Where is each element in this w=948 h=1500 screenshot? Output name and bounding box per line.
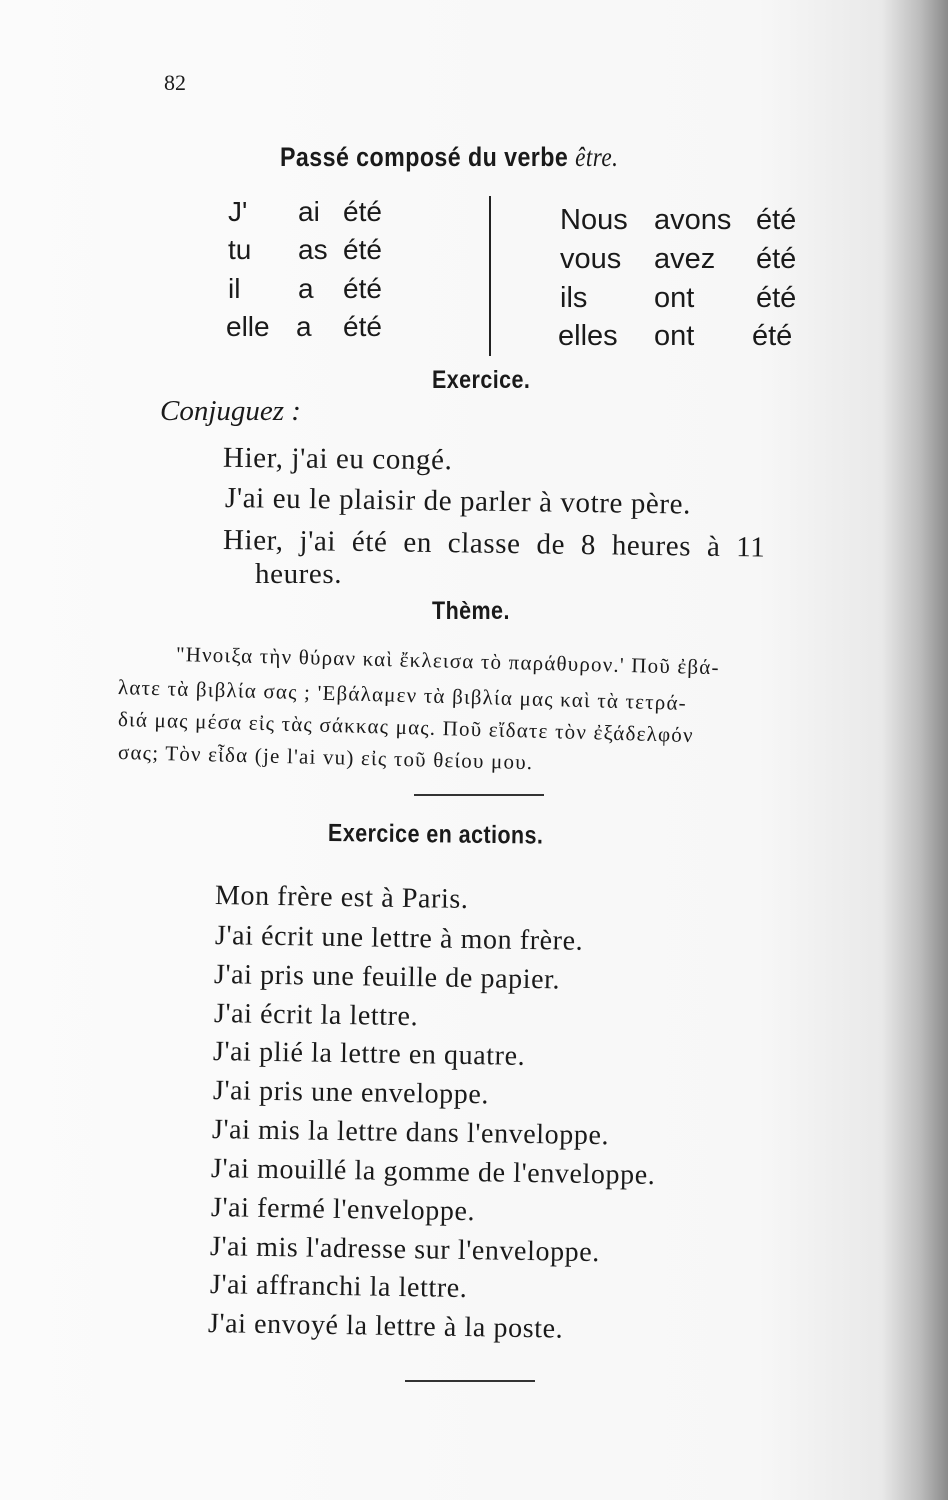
action-line: J'ai écrit la lettre. (213, 998, 419, 1033)
section-divider (414, 794, 544, 796)
theme-line: διά μας μέσα εἰς τὰς σάκκας μας. Ποῦ εἴδατε τὸν ἐξάδελφόν (117, 707, 695, 748)
conj-aux: avons (654, 204, 732, 236)
conj-participle: été (343, 273, 382, 304)
column-divider (489, 196, 491, 356)
conj-pronoun: ils (560, 282, 588, 314)
conj-participle: été (756, 243, 797, 275)
conj-aux: a (298, 273, 314, 304)
action-line: J'ai mouillé la gomme de l'enveloppe. (210, 1153, 656, 1191)
exercice-instruction: Conjuguez : (160, 395, 301, 427)
conj-pronoun: J' (228, 196, 248, 227)
conj-participle: été (343, 311, 382, 342)
conj-pronoun: tu (228, 234, 252, 265)
exercice-sentence: heures. (255, 558, 343, 590)
conj-aux: ont (654, 320, 695, 352)
action-line: J'ai pris une feuille de papier. (213, 959, 561, 996)
conj-aux: avez (654, 243, 716, 275)
conj-pronoun: elles (558, 320, 618, 352)
conj-aux: ont (654, 282, 695, 314)
section-divider (405, 1380, 535, 1382)
conj-pronoun: il (228, 273, 241, 304)
conj-participle: été (756, 282, 797, 314)
page-title (280, 142, 618, 173)
conj-participle: été (343, 196, 382, 227)
action-line: J'ai plié la lettre en quatre. (212, 1036, 526, 1072)
action-line: J'ai envoyé la lettre à la poste. (207, 1308, 564, 1345)
conj-aux: ai (298, 196, 320, 227)
conj-participle: été (343, 234, 382, 265)
conj-pronoun: elle (226, 311, 270, 342)
action-line: J'ai mis la lettre dans l'enveloppe. (211, 1114, 610, 1152)
conj-participle: été (756, 204, 797, 236)
exercice-sentence: J'ai eu le plaisir de parler à votre père. (224, 482, 692, 521)
theme-heading: Thème. (432, 597, 510, 625)
action-line: J'ai pris une enveloppe. (212, 1075, 490, 1111)
theme-line: "Ηνοιξα τὴν θύραν καὶ ἔκλεισα τὸ παράθυρον.' Ποῦ ἐβά- (175, 642, 721, 680)
exercice-sentence: Hier, j'ai eu congé. (222, 441, 453, 477)
action-line: J'ai mis l'adresse sur l'enveloppe. (209, 1231, 601, 1269)
exercice-sentence: Hier, j'ai été en classe de 8 heures à 11 (222, 524, 766, 564)
exercice-heading: Exercice. (432, 366, 531, 394)
conj-participle: été (752, 320, 793, 352)
theme-line: λατε τὰ βιβλία σας ; 'Εβάλαμεν τὰ βιβλία μας καὶ τὰ τετρά- (117, 675, 688, 715)
actions-heading: Exercice en actions. (327, 819, 544, 850)
action-line: J'ai fermé l'enveloppe. (210, 1192, 476, 1228)
action-line: J'ai écrit une lettre à mon frère. (214, 920, 584, 957)
action-line: J'ai affranchi la lettre. (209, 1269, 468, 1305)
title-prefix: Passé composé du verbe (280, 142, 569, 172)
title-verb: être. (575, 142, 619, 172)
conj-pronoun: vous (560, 243, 622, 275)
page-number: 82 (164, 70, 186, 95)
action-line: Mon frère est à Paris. (214, 880, 469, 915)
conj-aux: as (298, 234, 328, 265)
theme-line: σας; Τὸν εἶδα (je l'ai vu) εἰς τοῦ θείου μου. (117, 740, 534, 775)
conj-pronoun: Nous (560, 204, 628, 236)
conj-aux: a (296, 311, 312, 342)
